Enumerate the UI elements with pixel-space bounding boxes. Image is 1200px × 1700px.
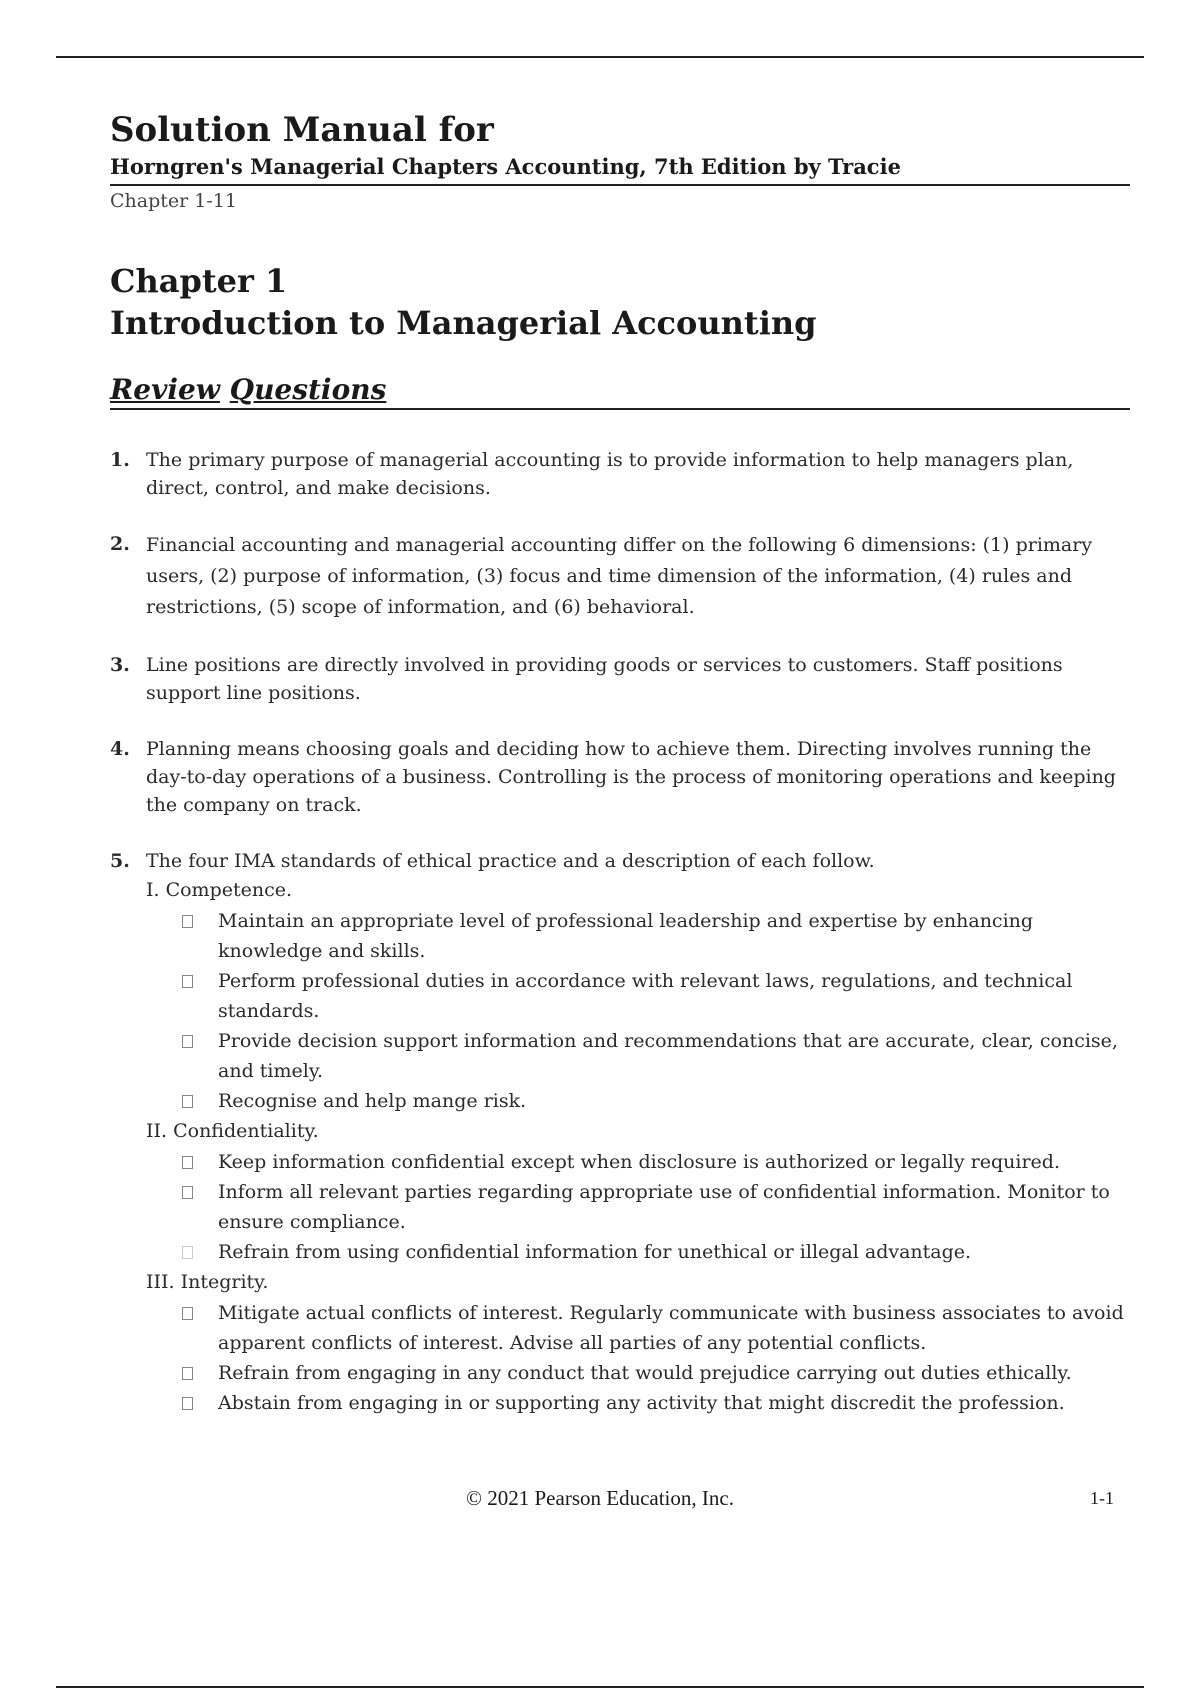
question-text: The four IMA standards of ethical practice and a description of each follow. bbox=[146, 850, 875, 872]
standard-item-text: Maintain an appropriate level of professional leadership and expertise by enhancing knowledge and skills. bbox=[218, 910, 1034, 962]
standard-item-text: Keep information confidential except when disclosure is authorized or legally required. bbox=[218, 1151, 1060, 1173]
manual-title: Solution Manual for bbox=[110, 110, 494, 150]
standard-item bbox=[182, 1147, 1130, 1177]
checkbox-square-icon bbox=[182, 1298, 218, 1358]
standard-item-text: Refrain from using confidential information for unethical or illegal advantage. bbox=[218, 1241, 972, 1263]
standard-item bbox=[182, 1358, 1130, 1388]
question-number: 2. bbox=[110, 533, 130, 555]
question-text: Financial accounting and managerial accounting differ on the following 6 dimensions: (1) primary users, (2) purpose of information, (3) focus and time dimension of the information, (4) rules and restrictions, (5) scope of information, and (6) behavioral. bbox=[146, 534, 1093, 618]
question-number: 5. bbox=[110, 850, 130, 872]
top-rule bbox=[56, 56, 1144, 58]
standard-item-text: Perform professional duties in accordance with relevant laws, regulations, and technical standards. bbox=[218, 970, 1073, 1022]
chapter-range: Chapter 1-11 bbox=[110, 190, 237, 212]
question-item bbox=[110, 735, 1130, 819]
standard-label: III. Integrity. bbox=[146, 1271, 269, 1293]
bottom-rule bbox=[56, 1686, 1144, 1688]
question-item bbox=[110, 530, 1130, 623]
standard-item bbox=[182, 1388, 1130, 1418]
standard-item bbox=[182, 1237, 1130, 1267]
checkbox-square-icon bbox=[182, 1177, 218, 1237]
section-heading bbox=[110, 372, 1130, 410]
chapter-number: Chapter 1 bbox=[110, 262, 288, 300]
checkbox-square-icon bbox=[182, 1388, 218, 1418]
checkbox-square-icon bbox=[182, 1358, 218, 1388]
checkbox-square-icon bbox=[182, 1086, 218, 1116]
standard-item bbox=[182, 966, 1130, 1026]
question-text: The primary purpose of managerial accounting is to provide information to help managers plan, direct, control, and make decisions. bbox=[146, 449, 1074, 499]
page-number: 1-1 bbox=[1090, 1488, 1114, 1508]
checkbox-square-icon bbox=[182, 1026, 218, 1086]
checkbox-square-icon bbox=[182, 1147, 218, 1177]
standard-item bbox=[182, 1026, 1130, 1086]
checkbox-square-icon bbox=[182, 906, 218, 966]
standard-label: II. Confidentiality. bbox=[146, 1120, 319, 1142]
checkbox-square-icon bbox=[182, 966, 218, 1026]
question-item bbox=[110, 847, 1130, 875]
checkbox-square-icon bbox=[182, 1237, 218, 1267]
page-content bbox=[110, 108, 1130, 1418]
question-number: 1. bbox=[110, 449, 130, 471]
book-title: Horngren's Managerial Chapters Accounting, 7th Edition by Tracie bbox=[110, 152, 1130, 186]
footer-copyright: © 2021 Pearson Education, Inc. bbox=[466, 1486, 734, 1510]
section-heading-questions: Questions bbox=[229, 373, 387, 406]
review-questions bbox=[110, 446, 1130, 1418]
standard-item bbox=[182, 906, 1130, 966]
question-text: Line positions are directly involved in providing goods or services to customers. Staff positions support line positions. bbox=[146, 654, 1063, 704]
question-item bbox=[110, 446, 1130, 502]
standard-item-text: Provide decision support information and recommendations that are accurate, clear, concise, and timely. bbox=[218, 1030, 1118, 1082]
chapter-heading bbox=[110, 260, 1130, 344]
standard-item-text: Mitigate actual conflicts of interest. Regularly communicate with business associates to avoid apparent conflicts of interest. Advise all parties of any potential conflicts. bbox=[218, 1302, 1124, 1354]
standard-item bbox=[182, 1298, 1130, 1358]
standard-item bbox=[182, 1177, 1130, 1237]
standard-label: I. Competence. bbox=[146, 879, 293, 901]
standard-item-text: Recognise and help mange risk. bbox=[218, 1090, 527, 1112]
question-text: Planning means choosing goals and deciding how to achieve them. Directing involves running the day-to-day operations of a business. Controlling is the process of monitoring operations and keeping the company on track. bbox=[146, 738, 1116, 816]
standard-item bbox=[182, 1086, 1130, 1116]
question-item bbox=[110, 651, 1130, 707]
section-heading-review: Review bbox=[110, 373, 220, 406]
question-number: 4. bbox=[110, 738, 130, 760]
standard-item-text: Refrain from engaging in any conduct that would prejudice carrying out duties ethically. bbox=[218, 1362, 1072, 1384]
question-number: 3. bbox=[110, 654, 130, 676]
standard-item-text: Inform all relevant parties regarding appropriate use of confidential information. Monitor to ensure compliance. bbox=[218, 1181, 1110, 1233]
chapter-title: Introduction to Managerial Accounting bbox=[110, 304, 817, 342]
standard-item-text: Abstain from engaging in or supporting any activity that might discredit the profession. bbox=[218, 1392, 1065, 1414]
